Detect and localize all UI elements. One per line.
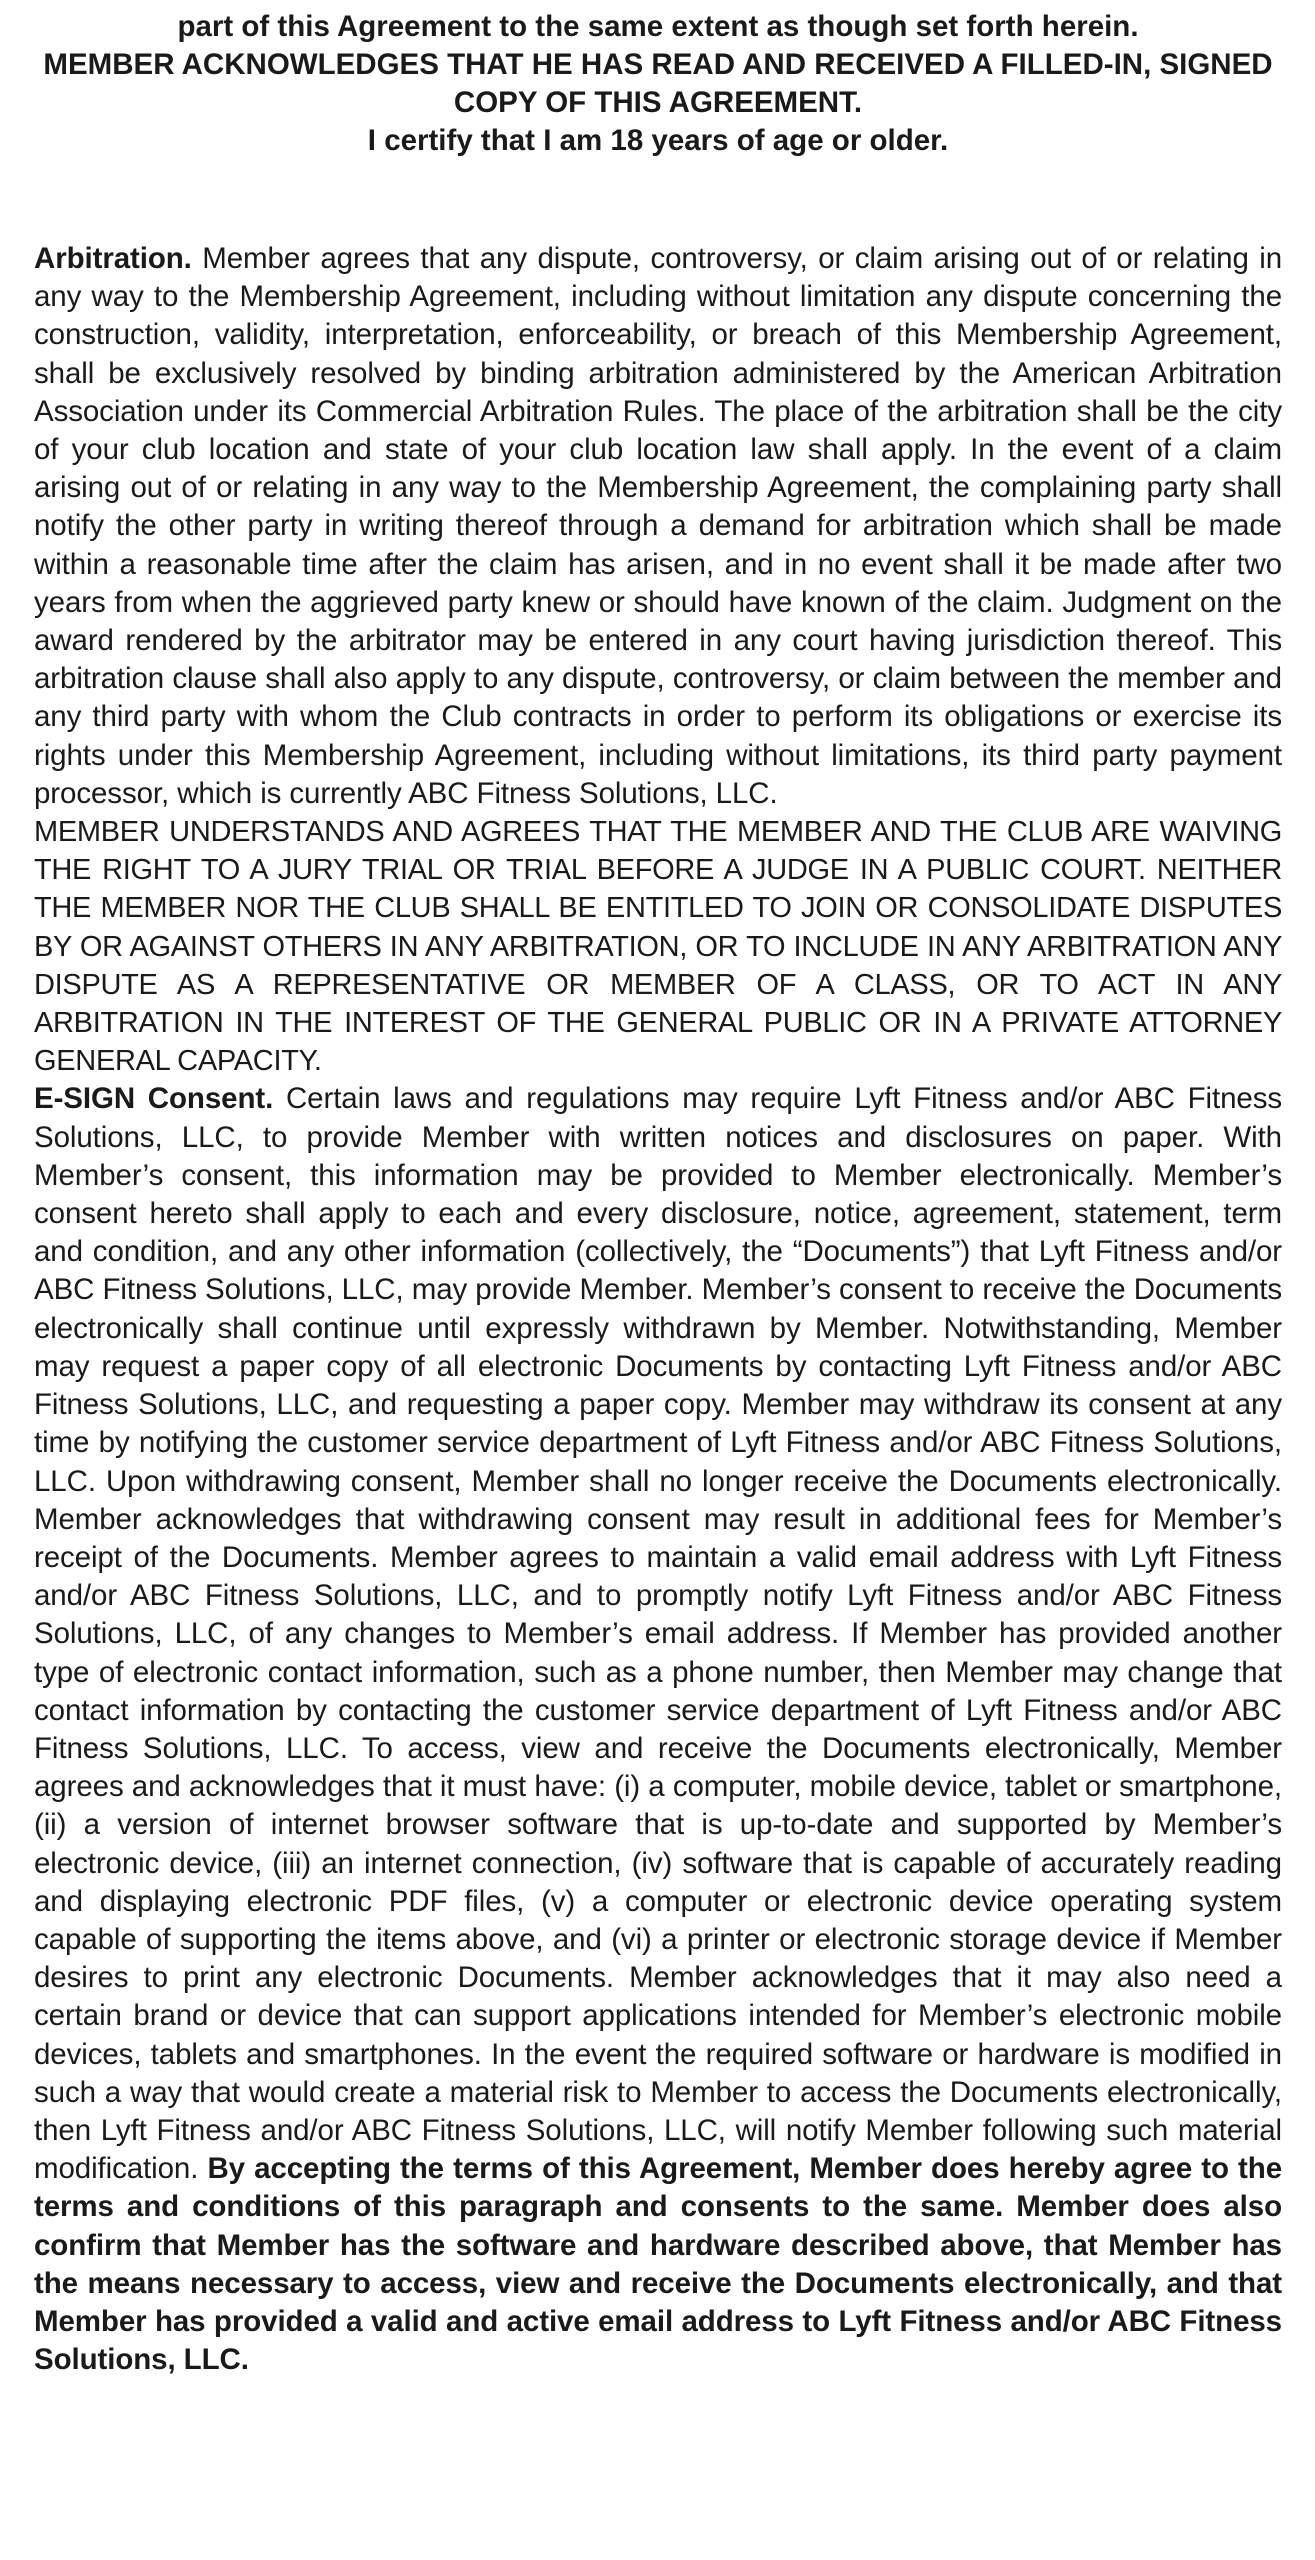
agreement-acknowledgement-header [34, 8, 1282, 160]
arbitration-text: Member agrees that any dispute, controversy, or claim arising out of or relating in any way to the Membership Agreement, including without limitation any dispute concerning the construction, validity, interpretation, enforceability, or breach of this Membership Agreement, shall be exclusively resolved by binding arbitration administered by the American Arbitration Association under its Commercial Arbitration Rules. The place of the arbitration shall be the city of your club location and state of your club location law shall apply. In the event of a claim arising out of or relating in any way to the Membership Agreement, the complaining party shall notify the other party in writing thereof through a demand for arbitration which shall be made within a reasonable time after the claim has arisen, and in no event shall it be made after two years from when the aggrieved party knew or should have known of the claim. Judgment on the award rendered by the arbitrator may be entered in any court having jurisdiction thereof. This arbitration clause shall also apply to any dispute, controversy, or claim between the member and any third party with whom the Club contracts in order to perform its obligations or exercise its rights under this Membership Agreement, including without limitations, its third party payment processor, which is currently ABC Fitness Solutions, LLC. [34, 242, 1282, 810]
esign-paragraph [34, 1080, 1282, 2379]
arbitration-paragraph [34, 240, 1282, 813]
jury-waiver-paragraph: MEMBER UNDERSTANDS AND AGREES THAT THE MEMBER AND THE CLUB ARE WAIVING THE RIGHT TO A JURY TRIAL OR TRIAL BEFORE A JUDGE IN A PUBLIC COURT. NEITHER THE MEMBER NOR THE CLUB SHALL BE ENTITLED TO JOIN OR CONSOLIDATE DISPUTES BY OR AGAINST OTHERS IN ANY ARBITRATION, OR TO INCLUDE IN ANY ARBITRATION ANY DISPUTE AS A REPRESENTATIVE OR MEMBER OF A CLASS, OR TO ACT IN ANY ARBITRATION IN THE INTEREST OF THE GENERAL PUBLIC OR IN A PRIVATE ATTORNEY GENERAL CAPACITY. [34, 816, 1282, 1078]
header-line-2: MEMBER ACKNOWLEDGES THAT HE HAS READ AND RECEIVED A FILLED-IN, SIGNED COPY OF THIS AGREEMENT. [43, 48, 1273, 119]
arbitration-section [34, 240, 1282, 1080]
arbitration-heading: Arbitration. [34, 242, 192, 275]
document-page [34, 8, 1282, 2379]
esign-section [34, 1080, 1282, 2379]
header-line-3: I certify that I am 18 years of age or older. [367, 124, 949, 157]
section-spacer [34, 160, 1282, 240]
esign-bold-closing: By accepting the terms of this Agreement, Member does hereby agree to the terms and conditions of this paragraph and consents to the same. Member does also confirm that Member has the software and hardware described above, that Member has the means necessary to access, view and receive the Documents electronically, and that Member has provided a valid and active email address to Lyft Fitness and/or ABC Fitness Solutions, LLC. [34, 2152, 1283, 2377]
esign-text: Certain laws and regulations may require Lyft Fitness and/or ABC Fitness Solutions, LLC, to provide Member with written notices and disclosures on paper. With Member’s consent, this information may be provided to Member electronically. Member’s consent hereto shall apply to each and every disclosure, notice, agreement, statement, term and condition, and any other information (collectively, the “Documents”) that Lyft Fitness and/or ABC Fitness Solutions, LLC, may provide Member. Member’s consent to receive the Documents electronically shall continue until expressly withdrawn by Member. Notwithstanding, Member may request a paper copy of all electronic Documents by contacting Lyft Fitness and/or ABC Fitness Solutions, LLC, and requesting a paper copy. Member may withdraw its consent at any time by notifying the customer service department of Lyft Fitness and/or ABC Fitness Solutions, LLC. Upon withdrawing consent, Member shall no longer receive the Documents electronically. Member acknowledges that withdrawing consent may result in additional fees for Member’s receipt of the Documents. Member agrees to maintain a valid email address with Lyft Fitness and/or ABC Fitness Solutions, LLC, and to promptly notify Lyft Fitness and/or ABC Fitness Solutions, LLC, of any changes to Member’s email address. If Member has provided another type of electronic contact information, such as a phone number, then Member may change that contact information by contacting the customer service department of Lyft Fitness and/or ABC Fitness Solutions, LLC. To access, view and receive the Documents electronically, Member agrees and acknowledges that it must have: (i) a computer, mobile device, tablet or smartphone, (ii) a version of internet browser software that is up-to-date and supported by Member’s electronic device, (iii) an internet connection, (iv) software that is capable of accurately reading and displaying electronic PDF files, (v) a computer or electronic device operating system capable of supporting the items above, and (vi) a printer or electronic storage device if Member desires to print any electronic Documents. Member acknowledges that it may also need a certain brand or device that can support applications intended for Member’s electronic mobile devices, tablets and smartphones. In the event the required software or hardware is modified in such a way that would create a material risk to Member to access the Documents electronically, then Lyft Fitness and/or ABC Fitness Solutions, LLC, will notify Member following such material modification. [34, 1082, 1283, 2186]
header-line-1: part of this Agreement to the same extent as though set forth herein. [177, 10, 1139, 43]
esign-heading: E-SIGN Consent. [34, 1082, 274, 1116]
